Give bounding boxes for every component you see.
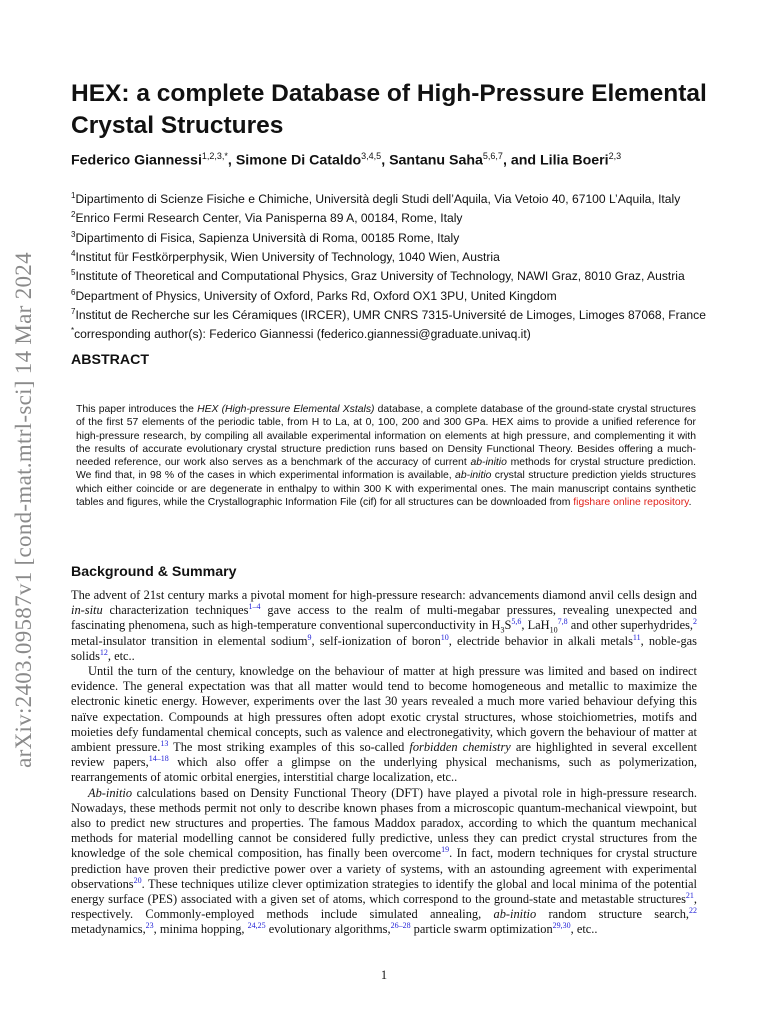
citation-link[interactable]: 19 <box>441 845 450 855</box>
affiliation: $^6$Department of Physics, University of Oxford, Parks Rd, Oxford OX1 3PU, United Kingdom <box>71 287 557 303</box>
abstract-text: This paper introduces the HEX (High-pressure Elemental Xstals) database, a complete database of the ground-state crystal structures of the first 57 elements of the periodic table, from H to La, at 0, 100, 200 and 300 GPa. HEX aims to provide a unified reference for high-pressure research, by compiling all available experimental information on elements at high pressure, and complementing it with the results of accurate evolutionary crystal structure prediction runs based on Density Functional Theory. Besides offering a much-needed reference, our work also serves as a benchmark of the accuracy of current ab-initio methods for crystal structure prediction. We find that, in 98 % of the cases in which experimental information is available, ab-initio crystal structure prediction yields structures which either coincide or are degenerate in enthalpy to within 300 K with experimental ones. The main manuscript contains synthetic tables and figures, while the Crystallographic Information File (cif) for all structures can be downloaded from figshare online repository. <box>76 404 697 509</box>
author-name: Federico Giannessi <box>71 152 202 169</box>
author-affiliation-marks: 3,4,5 <box>361 151 382 161</box>
citation-link[interactable]: 14–18 <box>148 754 169 764</box>
affiliation: $^2$Enrico Fermi Research Center, Via Panisperna 89 A, 00184, Rome, Italy <box>71 210 463 226</box>
affiliation: $^4$Institut für Festkörperphysik, Wien University of Technology, 1040 Wien, Austria <box>71 248 500 265</box>
author-name: Lilia Boeri <box>540 152 609 169</box>
abstract-heading: ABSTRACT <box>71 352 150 368</box>
citation-link[interactable]: 5,6 <box>511 617 522 627</box>
author-affiliation-marks: 2,3 <box>608 151 622 161</box>
page-number: 1 <box>380 968 388 982</box>
affiliation: $^5$Institute of Theoretical and Computational Physics, Graz University of Technology, NAWI Graz, 8010 Graz, Austria <box>71 268 685 284</box>
affiliation-list <box>71 188 711 343</box>
citation-link[interactable]: 2 <box>693 617 697 627</box>
citation-link[interactable]: 20 <box>133 875 142 885</box>
author-affiliation-marks: 5,6,7 <box>482 151 503 161</box>
citation-link[interactable]: 12 <box>99 647 108 657</box>
database-name: HEX (High-pressure Elemental Xstals) <box>197 404 375 415</box>
citation-link[interactable]: 10 <box>440 632 449 642</box>
paragraph: Until the turn of the century, knowledge on the behaviour of matter at high pressure was limited and based on indirect evidence. The general expectation was that all matter would tend to become homogeneous and metallic to maximize the electronic kinetic energy. However, experiments over the last 30 years revealed a much more varied behaviour defying this naïve expectation. Compounds at high pressures often adopt exotic crystal structures, whose stoichiometries, motifs and moieties defy fundamental chemical concepts, such as valence and electronegativity, which govern the behaviour of matter at ambient pressure.$^{13}$ The most striking examples of this so-called forbidden chemistry are highlighted in several excellent review papers,$^{14-18}$ which also offer a glimpse on the underlying physical mechanisms, such as polymerization, rearrangements of atomic orbital energies, interstitial charge localization, etc.. <box>71 664 698 785</box>
citation-link[interactable]: 7,8 <box>557 617 568 627</box>
paper-title: HEX: a complete Database of High-Pressure Elemental Crystal Structures <box>71 80 707 139</box>
section-heading-background: Background & Summary <box>71 564 237 580</box>
citation-link[interactable]: 9 <box>307 632 312 642</box>
affiliation: $^7$Institut de Recherche sur les Céramiques (IRCER), UMR CNRS 7315-Université de Limoges, Limoges 87068, France <box>71 306 706 322</box>
citation-link[interactable]: 21 <box>685 890 694 900</box>
arxiv-side-stamp <box>0 230 48 790</box>
corresponding-author: *corresponding author(s): Federico Giannessi (federico.giannessi@graduate.univaq.it) <box>71 326 531 342</box>
affiliation: $^3$Dipartimento di Fisica, Sapienza Università di Roma, 00185 Rome, Italy <box>71 229 460 245</box>
citation-link[interactable]: 29,30 <box>552 921 571 931</box>
arxiv-identifier[interactable]: arXiv:2403.09587v1 [cond-mat.mtrl-sci] 14 Mar 2024 <box>11 252 36 768</box>
citation-link[interactable]: 11 <box>632 632 641 642</box>
author-affiliation-marks: 1,2,3,* <box>201 151 228 161</box>
affiliation: $^1$Dipartimento di Scienze Fisiche e Chimiche, Università degli Studi dell’Aquila, Via Vetoio 40, 67100 L’Aquila, Italy <box>71 191 681 207</box>
author-name: Simone Di Cataldo <box>235 152 362 169</box>
citation-link[interactable]: 23 <box>145 921 154 931</box>
citation-link[interactable]: 24,25 <box>247 921 266 931</box>
citation-link[interactable]: 26–28 <box>390 921 411 931</box>
author-name: Santanu Saha <box>389 152 483 169</box>
citation-link[interactable]: 22 <box>689 906 697 916</box>
paragraph: Ab-initio calculations based on Density Functional Theory (DFT) have played a pivotal role in high-pressure research. Nowadays, these methods permit not only to describe known phases from a microscopic quantum-mechanical viewpoint, but also to predict new structures and properties. The famous Maddox paradox, according to which the quantum mechanical methods for material modelling cannot be considered fully predictive, unless they can predict crystal structures from the knowledge of the sole chemical composition, has finally been overcome$^{19}$. In fact, modern techniques for crystal structure prediction have proven their predictive power over a variety of systems, with an astounding agreement with experimental observations$^{20}$. These techniques utilize clever optimization strategies to identify the global and local minima of the potential energy surface (PES) associated with a given set of atoms, which correspond to the ground-state and metastable structures$^{21}$, respectively. Commonly-employed methods include simulated annealing, ab-initio random structure search,$^{22}$ metadynamics,$^{23}$, minima hopping, $^{24,25}$ evolutionary algorithms,$^{26-28}$ particle swarm optimization$^{29,30}$, etc.. <box>71 785 697 937</box>
author-list: Federico Giannessi$^{1,2,3,*}$, Simone Di Cataldo$^{3,4,5}$, Santanu Saha$^{5,6,7}$, and Lilia Boeri$^{2,3}$ <box>71 151 622 169</box>
citation-link[interactable]: 13 <box>160 738 169 748</box>
paragraph: The advent of 21st century marks a pivotal moment for high-pressure research: advancements diamond anvil cells design and in-situ characterization techniques$^{1-4}$ gave access to the realm of multi-megabar pressures, revealing unexpected and fascinating phenomena, such as high-temperature conventional superconductivity in $H_3S^{5,6}$, LaH$_{10}^{7,8}$ and other superhydrides,$^2$ metal-insulator transition in elemental sodium$^9$, self-ionization of boron$^{10}$, electride behavior in alkali metals$^{11}$, noble-gas solids$^{12}$, etc.. <box>71 588 698 663</box>
citation-link[interactable]: 1–4 <box>248 602 261 612</box>
body-text <box>71 588 697 938</box>
figshare-link[interactable]: figshare online repository <box>573 497 689 509</box>
